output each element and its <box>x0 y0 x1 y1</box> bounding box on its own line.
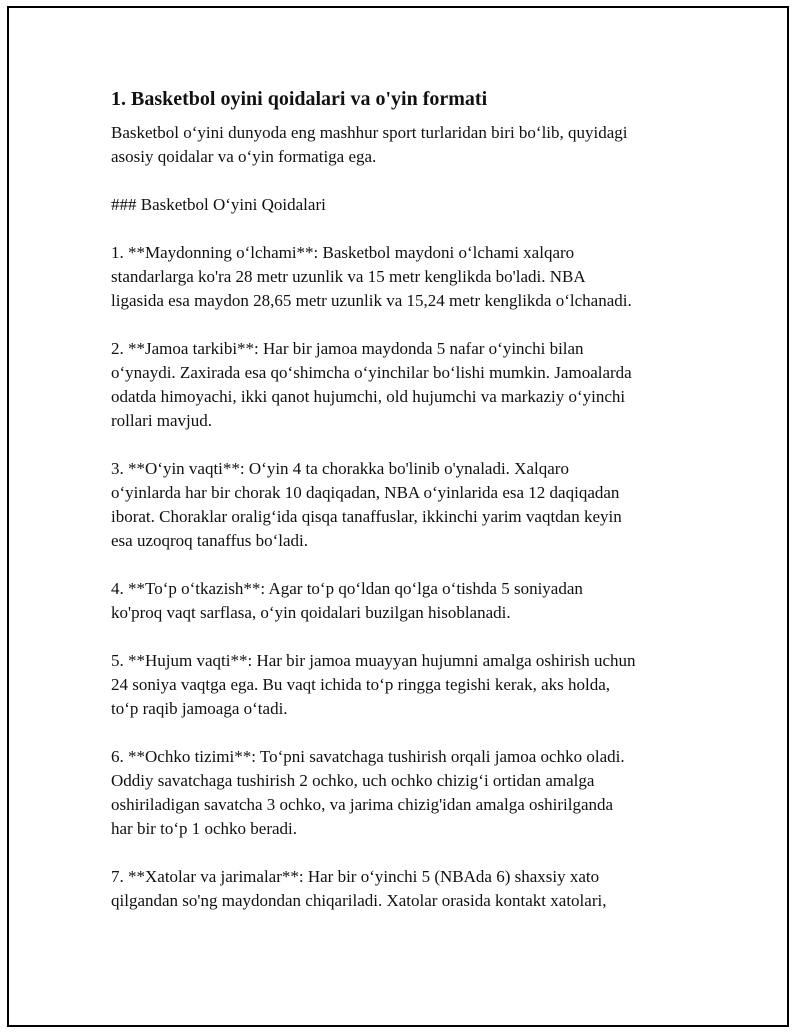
rule-7-paragraph: 7. **Xatolar va jarimalar**: Har bir o‘yinchi 5 (NBAda 6) shaxsiy xato qilgandan so'ng maydondan chiqariladi. Xatolar orasida kontakt xatolari, <box>111 867 607 910</box>
intro-paragraph: Basketbol o‘yini dunyoda eng mashhur sport turlaridan biri bo‘lib, quyidagi asosiy qoidalar va o‘yin formatiga ega. <box>111 123 628 166</box>
rule-4-paragraph: 4. **To‘p o‘tkazish**: Agar to‘p qo‘ldan qo‘lga o‘tishda 5 soniyadan ko'proq vaqt sarflasa, o‘yin qoidalari buzilgan hisoblanadi. <box>111 579 583 622</box>
rule-6-paragraph: 6. **Ochko tizimi**: To‘pni savatchaga tushirish orqali jamoa ochko oladi. Oddiy savatchaga tushirish 2 ochko, uch ochko chizig‘i ortidan amalga oshiriladigan savatcha 3 ochko, va jarima chizig'idan amalga oshirilganda har bir to‘p 1 ochko beradi. <box>111 747 625 838</box>
rule-5-paragraph: 5. **Hujum vaqti**: Har bir jamoa muayyan hujumni amalga oshirish uchun 24 soniya vaqtga ega. Bu vaqt ichida to‘p ringga tegishi kerak, aks holda, to‘p raqib jamoaga o‘tadi. <box>111 651 636 718</box>
rule-2-paragraph: 2. **Jamoa tarkibi**: Har bir jamoa maydonda 5 nafar o‘yinchi bilan o‘ynaydi. Zaxirada esa qo‘shimcha o‘yinchilar bo‘lishi mumkin. Jamoalarda odatda himoyachi, ikki qanot hujumchi, old hujumchi va markaziy o‘yinchi rollari mavjud. <box>111 339 632 430</box>
rule-1-paragraph: 1. **Maydonning o‘lchami**: Basketbol maydoni o‘lchami xalqaro standarlarga ko'ra 28 metr uzunlik va 15 metr kenglikda bo'ladi. NBA ligasida esa maydon 28,65 metr uzunlik va 15,24 metr kenglikda o‘lchanadi. <box>111 243 632 310</box>
rule-3-paragraph: 3. **O‘yin vaqti**: O‘yin 4 ta chorakka bo'linib o'ynaladi. Xalqaro o‘yinlarda har bir chorak 10 daqiqadan, NBA o‘yinlarida esa 12 daqiqadan iborat. Choraklar oralig‘ida qisqa tanaffuslar, ikkinchi yarim vaqtdan keyin esa uzoqroq tanaffus bo‘ladi. <box>111 459 622 550</box>
document-body <box>111 87 711 937</box>
section-heading: ### Basketbol O‘yini Qoidalari <box>111 195 326 214</box>
document-title: 1. Basketbol oyini qoidalari va o'yin formati <box>111 88 488 110</box>
